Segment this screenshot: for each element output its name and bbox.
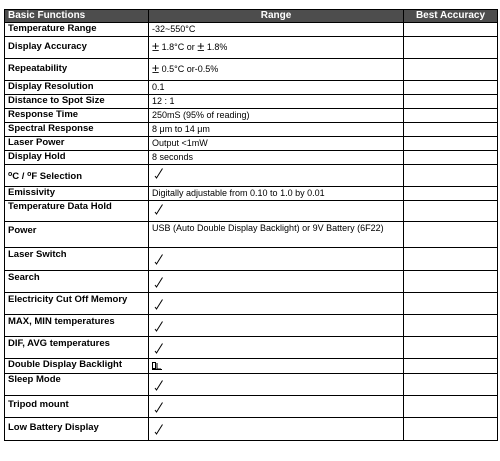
row-label: Display Resolution bbox=[5, 81, 149, 95]
row-value bbox=[149, 201, 404, 222]
row-accuracy bbox=[404, 165, 498, 187]
table-row bbox=[5, 201, 498, 222]
checkmark-icon bbox=[153, 342, 165, 354]
row-accuracy bbox=[404, 315, 498, 337]
table-row bbox=[5, 151, 498, 165]
row-value bbox=[149, 165, 404, 187]
checkmark-icon bbox=[153, 276, 165, 288]
row-label: Temperature Range bbox=[5, 23, 149, 37]
table-row bbox=[5, 396, 498, 418]
row-label: Emissivity bbox=[5, 187, 149, 201]
table-row bbox=[5, 293, 498, 315]
table-row bbox=[5, 418, 498, 441]
degree-superscript: o bbox=[27, 171, 32, 178]
row-label: Temperature Data Hold bbox=[5, 201, 149, 222]
row-label: Power bbox=[5, 222, 149, 248]
row-accuracy bbox=[404, 187, 498, 201]
row-value: 250mS (95% of reading) bbox=[149, 109, 404, 123]
checkmark-icon bbox=[153, 203, 165, 215]
unit-celsius-label: C / bbox=[12, 171, 28, 182]
row-accuracy bbox=[404, 95, 498, 109]
table-row bbox=[5, 137, 498, 151]
row-value: Digitally adjustable from 0.10 to 1.0 by 0.01 bbox=[149, 187, 404, 201]
header-basic-functions: Basic Functions bbox=[5, 10, 149, 23]
row-accuracy bbox=[404, 293, 498, 315]
row-label: Distance to Spot Size bbox=[5, 95, 149, 109]
accuracy-degrees: 1.8°C or bbox=[159, 42, 198, 52]
row-value bbox=[149, 359, 404, 374]
row-accuracy bbox=[404, 37, 498, 59]
table-row bbox=[5, 337, 498, 359]
table-row bbox=[5, 222, 498, 248]
row-value: USB (Auto Double Display Backlight) or 9V Battery (6F22) bbox=[149, 222, 404, 248]
row-label: MAX, MIN temperatures bbox=[5, 315, 149, 337]
degree-superscript: o bbox=[8, 171, 13, 178]
table-row bbox=[5, 123, 498, 137]
table-row bbox=[5, 359, 498, 374]
row-accuracy bbox=[404, 109, 498, 123]
table-row bbox=[5, 59, 498, 81]
table-row bbox=[5, 315, 498, 337]
table-row bbox=[5, 271, 498, 293]
row-value bbox=[149, 293, 404, 315]
row-accuracy bbox=[404, 359, 498, 374]
row-accuracy bbox=[404, 137, 498, 151]
table-row bbox=[5, 95, 498, 109]
spec-table bbox=[4, 9, 498, 441]
row-label: Response Time bbox=[5, 109, 149, 123]
row-value bbox=[149, 374, 404, 396]
checkmark-icon bbox=[153, 401, 165, 413]
table-row bbox=[5, 374, 498, 396]
plus-minus-sign: ± bbox=[197, 39, 205, 54]
header-best-accuracy: Best Accuracy bbox=[404, 10, 498, 23]
row-label: Laser Power bbox=[5, 137, 149, 151]
row-value bbox=[149, 418, 404, 441]
row-accuracy bbox=[404, 248, 498, 271]
row-value: 12 : 1 bbox=[149, 95, 404, 109]
row-label: Display Hold bbox=[5, 151, 149, 165]
table-row bbox=[5, 109, 498, 123]
row-accuracy bbox=[404, 374, 498, 396]
row-accuracy bbox=[404, 81, 498, 95]
header-row bbox=[5, 10, 498, 23]
row-label: Tripod mount bbox=[5, 396, 149, 418]
row-accuracy bbox=[404, 337, 498, 359]
row-accuracy bbox=[404, 23, 498, 37]
row-value bbox=[149, 315, 404, 337]
row-accuracy bbox=[404, 418, 498, 441]
row-value: 0.1 bbox=[149, 81, 404, 95]
row-accuracy bbox=[404, 222, 498, 248]
row-label: Double Display Backlight bbox=[5, 359, 149, 374]
accuracy-percent: 1.8% bbox=[204, 42, 228, 52]
row-accuracy bbox=[404, 59, 498, 81]
row-accuracy bbox=[404, 396, 498, 418]
unit-fahrenheit-label: F Selection bbox=[31, 171, 83, 182]
table-row bbox=[5, 81, 498, 95]
backlight-icon bbox=[152, 362, 162, 370]
row-label: Low Battery Display bbox=[5, 418, 149, 441]
row-value bbox=[149, 59, 404, 81]
table-row bbox=[5, 248, 498, 271]
table-row bbox=[5, 37, 498, 59]
row-value: 8 μm to 14 μm bbox=[149, 123, 404, 137]
row-label: Electricity Cut Off Memory bbox=[5, 293, 149, 315]
row-value: -32~550°C bbox=[149, 23, 404, 37]
table-row bbox=[5, 165, 498, 187]
checkmark-icon bbox=[153, 379, 165, 391]
plus-minus-sign: ± bbox=[152, 39, 160, 54]
checkmark-icon bbox=[153, 253, 165, 265]
checkmark-icon bbox=[153, 320, 165, 332]
checkmark-icon bbox=[153, 298, 165, 310]
table-row bbox=[5, 23, 498, 37]
checkmark-icon bbox=[153, 423, 165, 435]
row-value bbox=[149, 248, 404, 271]
plus-minus-sign: ± bbox=[152, 61, 160, 76]
row-label: Spectral Response bbox=[5, 123, 149, 137]
row-value bbox=[149, 271, 404, 293]
row-label: Laser Switch bbox=[5, 248, 149, 271]
row-label bbox=[5, 165, 149, 187]
row-value: 8 seconds bbox=[149, 151, 404, 165]
row-accuracy bbox=[404, 271, 498, 293]
table-row bbox=[5, 187, 498, 201]
row-label: DIF, AVG temperatures bbox=[5, 337, 149, 359]
row-label: Search bbox=[5, 271, 149, 293]
row-value: Output <1mW bbox=[149, 137, 404, 151]
row-label: Repeatability bbox=[5, 59, 149, 81]
header-range: Range bbox=[149, 10, 404, 23]
row-accuracy bbox=[404, 123, 498, 137]
row-accuracy bbox=[404, 201, 498, 222]
row-accuracy bbox=[404, 151, 498, 165]
row-value bbox=[149, 396, 404, 418]
row-label: Display Accuracy bbox=[5, 37, 149, 59]
checkmark-icon bbox=[153, 167, 165, 179]
row-label: Sleep Mode bbox=[5, 374, 149, 396]
repeatability-value: 0.5°C or-0.5% bbox=[159, 64, 219, 74]
row-value bbox=[149, 37, 404, 59]
row-value bbox=[149, 337, 404, 359]
